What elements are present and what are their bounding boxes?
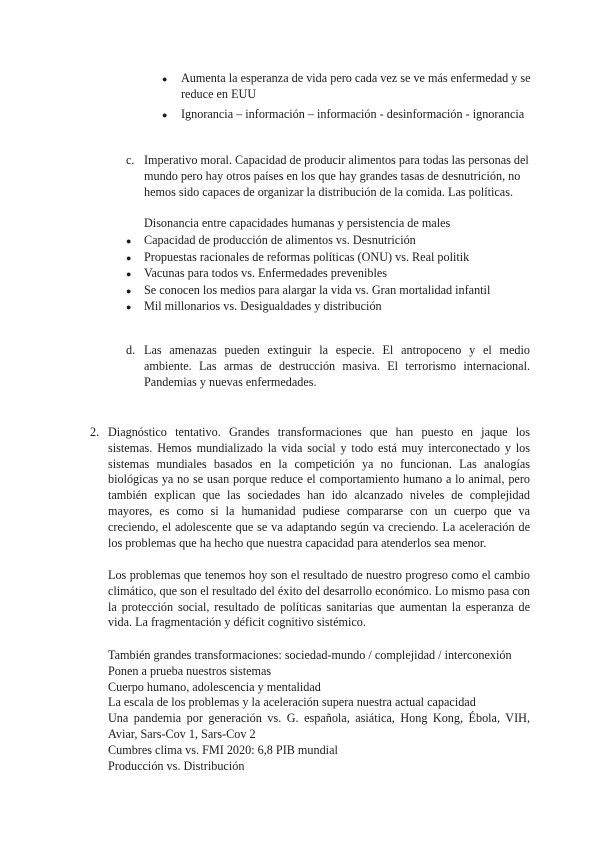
bullet-text: Se conocen los medios para alargar la vida vs. Gran mortalidad infantil (144, 282, 491, 297)
item-2-text: Diagnóstico tentativo. Grandes transformaciones que han puesto en jaque los sistemas. Hemos mundializado la vida social y todo está muy interconectado y los sistemas mundiales basados en la competición ya no funcionan. Las analogías biológicas ya no se usan porque reduce el comportamiento humano a lo animal, pero también explican que las sociedades han ido alcanzado niveles de complejidad mayores, es como si la humanidad pudiese compararse con un cuerpo que va creciendo, el adolescente que se va adaptando según va creciendo. La aceleración de los problemas que ha hecho que nuestra capacidad para atenderlos sea menor. (108, 425, 530, 550)
item-marker: c. (126, 153, 135, 167)
bullet-text: Mil millonarios vs. Desigualdades y distribución (144, 299, 382, 313)
item-marker: d. (126, 343, 136, 357)
top-bullet-list (162, 71, 532, 122)
text-line: Ponen a prueba nuestros sistemas (108, 663, 272, 678)
list-item (162, 71, 532, 103)
bullet-text: Propuestas racionales de reformas políticas (ONU) vs. Real politik (144, 249, 470, 264)
dissonance-heading: Disonancia entre capacidades humanas y persistencia de males (144, 216, 451, 230)
text-line: Una pandemia por generación vs. G. española, asiática, Hong Kong, Ébola, VIH, Aviar, Sars-Cov 1, Sars-Cov 2 (108, 711, 530, 741)
bullet-icon: ● (126, 252, 132, 263)
dissonance-bullet-list (126, 233, 526, 316)
list-item-c (126, 153, 530, 200)
text-line: Cumbres clima vs. FMI 2020: 6,8 PIB mundial (108, 742, 338, 757)
final-lines (108, 648, 530, 774)
list-item-2 (90, 425, 530, 551)
text-line: Cuerpo humano, adolescencia y mentalidad (108, 679, 321, 694)
text-line: Producción vs. Distribución (108, 758, 245, 773)
text-line: También grandes transformaciones: sociedad-mundo / complejidad / interconexión (108, 648, 512, 662)
text-line: La escala de los problemas y la aceleración supera nuestra actual capacidad (108, 695, 476, 710)
bullet-text: Ignorancia – información – información - desinformación - ignorancia (181, 106, 525, 121)
item-marker: 2. (90, 425, 100, 439)
bullet-text: Aumenta la esperanza de vida pero cada vez se ve más enfermedad y se reduce en EUU (181, 71, 531, 101)
paragraph-problems (108, 568, 530, 631)
bullet-icon: ● (126, 236, 132, 246)
list-item (126, 266, 526, 283)
problems-text: Los problemas que tenemos hoy son el resultado de nuestro progreso como el cambio climático, que son el resultado del éxito del desarrollo económico. Lo mismo pasa con la protección social, resultado de políticas sanitarias que aumentan la esperanza de vida. La fragmentación y déficit cognitivo sistémico. (108, 568, 530, 630)
bullet-icon: ● (162, 74, 168, 84)
list-item (162, 107, 532, 123)
bullet-text: Capacidad de producción de alimentos vs. Desnutrición (144, 233, 416, 247)
bullet-text: Vacunas para todos vs. Enfermedades prevenibles (144, 266, 387, 280)
bullet-icon: ● (162, 109, 168, 120)
list-item (126, 233, 526, 250)
list-item (126, 299, 526, 316)
list-item-d (126, 343, 530, 390)
item-d-text: Las amenazas pueden extinguir la especie. El antropoceno y el medio ambiente. Las armas de destrucción masiva. El terrorismo internacional. Pandemias y nuevas enfermedades. (144, 343, 530, 389)
list-item (126, 250, 526, 267)
list-item (126, 283, 526, 300)
bullet-icon: ● (126, 269, 132, 279)
bullet-icon: ● (126, 285, 132, 296)
bullet-icon: ● (126, 302, 132, 312)
item-c-text: Imperativo moral. Capacidad de producir alimentos para todas las personas del mundo pero hay otros países en los que hay grandes tasas de desnutrición, no hemos sido capaces de organizar la distribución de la comida. Las políticas. (144, 153, 529, 199)
